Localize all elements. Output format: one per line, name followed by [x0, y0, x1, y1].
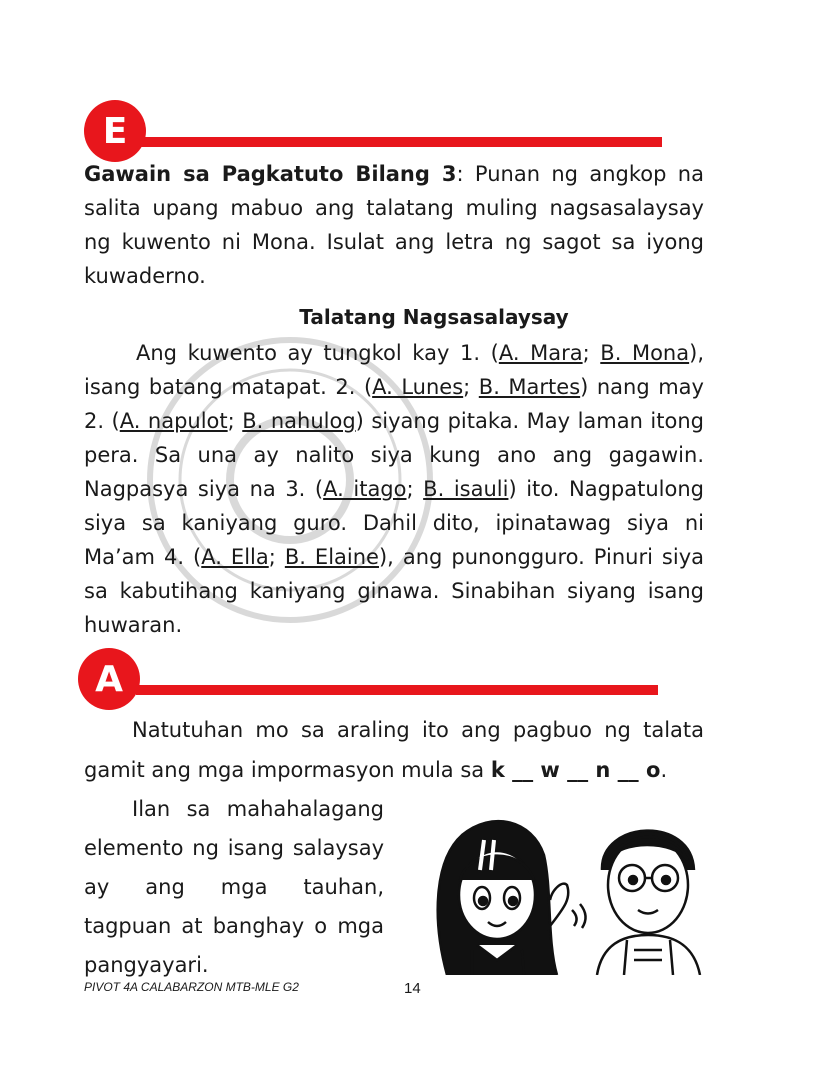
summary-paragraph — [84, 710, 704, 790]
choice-sep: ; — [406, 477, 424, 501]
choice-sep: ; — [268, 545, 285, 569]
choice-b-5: B. Elaine — [284, 545, 379, 569]
choice-a-2: A. Lunes — [372, 375, 464, 399]
story-subtitle — [84, 302, 784, 332]
boy-figure — [597, 831, 700, 975]
story-text: ), isang batang matapat. 2. ( — [84, 341, 704, 399]
choice-a-5: A. Ella — [201, 545, 269, 569]
section-a-bar — [136, 685, 658, 695]
choice-sep: ; — [582, 341, 601, 365]
story-subtitle-text: Talatang Nagsasalaysay — [299, 305, 569, 329]
fill-blank-word: k __ w __ n __ o — [490, 758, 661, 782]
choice-b-4: B. isauli — [423, 477, 509, 501]
activity-title: Gawain sa Pagkatuto Bilang 3 — [84, 162, 457, 186]
summary-period: . — [660, 758, 668, 782]
section-e-letter: E — [102, 110, 128, 152]
choice-a-4: A. itago — [323, 477, 407, 501]
children-illustration — [412, 800, 712, 975]
footer-label: PIVOT 4A CALABARZON MTB-MLE G2 — [84, 980, 299, 994]
choice-b-1: B. Mona — [600, 341, 690, 365]
story-text: ) siyang pitaka. May laman itong pera. Sa una ay nalito siya kung ano ang gagawin. Nagpasya siya na 3. ( — [84, 409, 704, 501]
activity-instructions — [84, 157, 704, 293]
girl-figure — [438, 821, 586, 975]
choice-b-3: B. nahulog — [242, 409, 356, 433]
story-text: ) ito. Nagpatulong siya sa kaniyang guro. Dahil dito, ipinatawag siya ni Ma’am 4. ( — [84, 477, 704, 569]
story-text: Ang kuwento ay tungkol kay 1. ( — [136, 341, 499, 365]
section-a-letter: A — [95, 658, 123, 700]
choice-a-1: A. Mara — [498, 341, 583, 365]
section-e-badge — [84, 100, 146, 162]
story-paragraph — [84, 336, 704, 642]
choice-sep: ; — [227, 409, 243, 433]
instructions-text: : Punan ng angkop na salita upang mabuo ang talatang muling nagsasalaysay ng kuwento ni Mona. Isulat ang letra ng sagot sa iyong kuwaderno. — [84, 162, 704, 288]
choice-sep: ; — [463, 375, 479, 399]
story-text: ), ang punongguro. Pinuri siya sa kabutihang kaniyang ginawa. Sinabihan siyang isang huwaran. — [84, 545, 705, 637]
elements-paragraph — [84, 790, 384, 985]
section-e-bar — [140, 137, 662, 147]
choice-b-2: B. Martes — [478, 375, 581, 399]
section-a-badge — [78, 648, 140, 710]
story-text: ) nang may 2. ( — [84, 375, 704, 433]
page-number: 14 — [404, 980, 421, 997]
choice-a-3: A. napulot — [119, 409, 228, 433]
elements-text: Ilan sa mahahalagang elemento ng isang salaysay ay ang mga tauhan, tagpuan at banghay o mga pangyayari. — [84, 797, 384, 977]
summary-text: Natutuhan mo sa araling ito ang pagbuo ng talata gamit ang mga impormasyon mula sa — [84, 718, 704, 782]
